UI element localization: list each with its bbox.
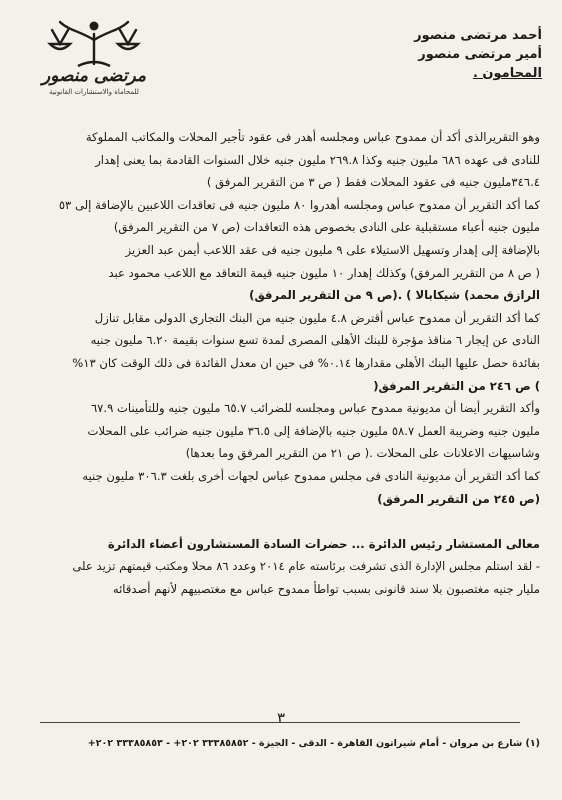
- logo-name: مرتضى منصور: [41, 66, 147, 86]
- lawyers-header: [414, 26, 542, 83]
- body-line: ) ص ٢٤٦ من التقرير المرفق(: [373, 378, 540, 393]
- firm-logo: [38, 14, 150, 100]
- footer-divider: [40, 722, 520, 723]
- page-number: ٣: [276, 709, 286, 727]
- body-line: وشاسيهات الاعلانات على المحلات .( ص ٢١ من التقرير المرفق وما بعدها): [185, 446, 540, 461]
- body-line: كما أكد التقرير أن ممدوح عباس أقترض ٤.٨ مليون جنيه من البنك التجارى الدولى مقابل تنازل: [94, 310, 540, 325]
- lawyers-title: المحامون .: [472, 66, 542, 81]
- logo-subtitle: للمحاماة والاستشارات القانونية: [49, 88, 139, 96]
- body-line: وأكد التقرير أيضا أن مديونية ممدوح عباس ومجلسه للضرائب ٦٥.٧ مليون جنيه وللتأمينات ٦٧.٩: [90, 401, 540, 416]
- lawyer-name-2: أمير مرتضى منصور: [418, 47, 542, 62]
- body-line: - لقد استلم مجلس الإدارة الذى تشرفت برئاسته عام ٢٠١٤ وعدد ٨٦ محلا ومكتب قيمتهم تزيد على: [72, 559, 540, 574]
- section-heading: معالى المستشار رئيس الدائرة ... حضرات السادة المستشارون أعضاء الدائرة: [107, 536, 540, 551]
- body-line: كما أكد التقرير أن مديونية النادى فى مجلس ممدوح عباس لجهات أخرى بلغت ٣٠٦.٣ مليون جنيه: [82, 468, 540, 483]
- body-line: الرازق محمد) شيكابالا ) .(ص ٩ من التقرير المرفق): [249, 288, 540, 303]
- body-line: بالإضافة إلى إهدار وتسهيل الاستيلاء على ٩ مليون جنيه فى عقد اللاعب أيمن عبد العزيز: [125, 242, 540, 257]
- body-line: مليون جنيه أعباء مستقبلية على النادى بخصوص هذه التعاقدات (ص ٧ من التقرير المرفق): [113, 220, 540, 235]
- scales-of-justice-icon: [38, 14, 150, 70]
- letter-body: [26, 126, 540, 600]
- body-line: مليار جنيه مغتصبون بلا سند قانونى بسبب تواطأ ممدوح عباس مع مغتصبيهم لأنهم أصدقائه: [112, 581, 540, 596]
- footer-address: (١) شارع بن مروان - أمام شيراتون القاهرة - الدقى - الجيزة - ٣٣٣٨٥٨٥٢ ٢٠٢+ - ٣٣٣٨٥٨٥٣ ٢٠٢+: [87, 738, 540, 749]
- body-line: ( ص ٨ من التقرير المرفق) وكذلك إهدار ١٠ مليون جنيه قيمة التعاقد مع اللاعب محمود عبد: [108, 265, 540, 280]
- body-line: [26, 510, 540, 533]
- body-line: (ص ٢٤٥ من التقرير المرفق): [377, 491, 540, 506]
- body-line: مليون جنيه وضريبة العمل ٥٨.٧ مليون جنيه بالإضافة إلى ٣٦.٥ مليون جنيه ضرائب على المحلات: [87, 423, 540, 438]
- body-line: ٣٤٦.٤مليون جنيه فى عقود المحلات فقط ( ص ٣ من التقرير المرفق ): [206, 175, 540, 190]
- body-line: النادى عن إيجار ٦ مناقذ مؤجرة للبنك الأهلى المصرى لمدة تسع سنوات بقيمة ٦.٢٠ مليون جنيه: [90, 333, 540, 348]
- lawyer-name-1: أحمد مرتضى منصور: [414, 28, 542, 43]
- body-line: بفائدة حصل عليها البنك الأهلى مقدارها ٠.١٤% فى حين ان معدل الفائدة فى ذلك الوقت كان ١٣%: [72, 355, 540, 370]
- body-line: وهو التقريرالذى أكد أن ممدوح عباس ومجلسه أهدر فى عقود تأجير المحلات والمكاتب المملوكة: [85, 130, 540, 144]
- body-line: للنادى فى عهده ٦٨٦ مليون جنيه وكذا ٢٦٩.٨ مليون جنيه خلال السنوات القادمة بما يعنى إهدار: [95, 152, 540, 167]
- body-line: كما أكد التقرير أن ممدوح عباس ومجلسه أهدروا ٨٠ مليون جنيه فى تعاقدات اللاعبين بالإضافة إلى ٥٣: [58, 197, 540, 212]
